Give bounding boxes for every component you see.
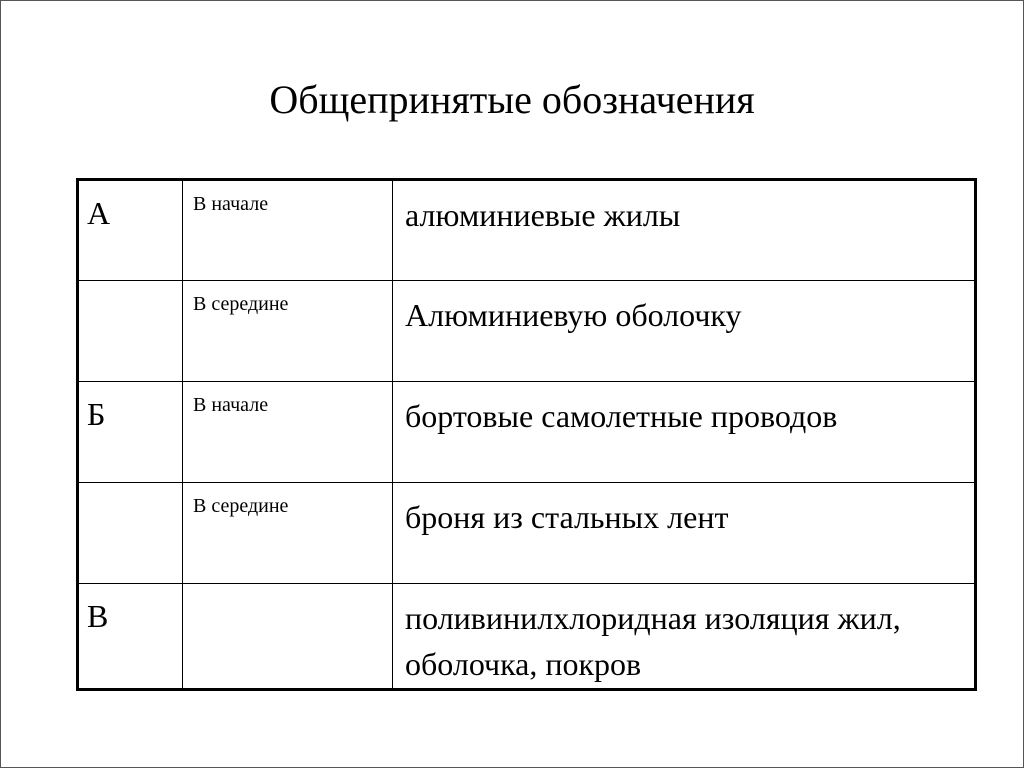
description-cell: алюминиевые жилы [393, 180, 976, 281]
symbols-table [76, 178, 977, 691]
position-cell: В середине [183, 483, 393, 584]
table-row [78, 382, 976, 483]
position-cell: В начале [183, 180, 393, 281]
description-cell: Алюминиевую оболочку [393, 281, 976, 382]
letter-cell: В [78, 584, 183, 690]
letter-cell [78, 483, 183, 584]
table-row [78, 180, 976, 281]
table-row [78, 483, 976, 584]
letter-cell: А [78, 180, 183, 281]
position-cell: В начале [183, 382, 393, 483]
position-cell [183, 584, 393, 690]
description-cell: бортовые самолетные проводов [393, 382, 976, 483]
slide-title: Общепринятые обозначения [269, 77, 755, 122]
letter-cell [78, 281, 183, 382]
table-row [78, 584, 976, 690]
description-cell: поливинилхлоридная изоляция жил, оболочка, покров [393, 584, 976, 690]
table-row [78, 281, 976, 382]
position-cell: В середине [183, 281, 393, 382]
description-cell: броня из стальных лент [393, 483, 976, 584]
letter-cell: Б [78, 382, 183, 483]
